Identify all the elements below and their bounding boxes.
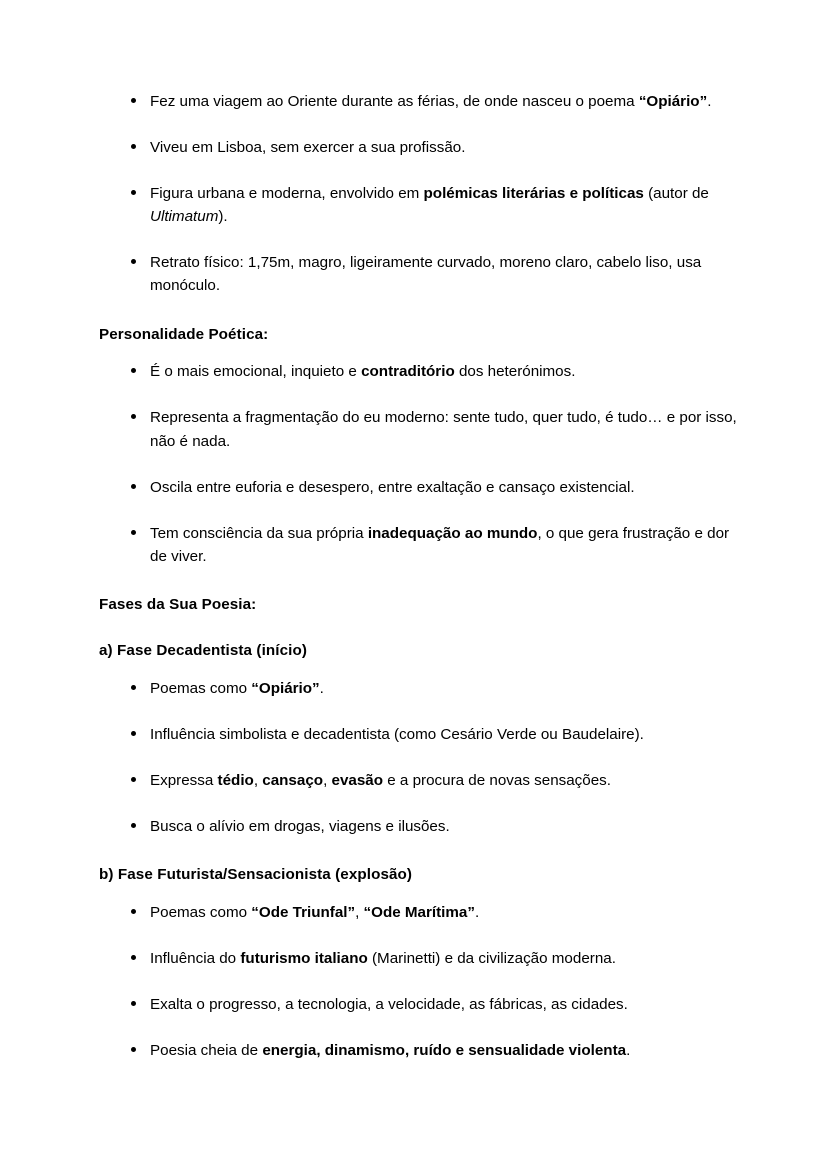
list-item [99,406,739,452]
bullet-icon [131,530,136,535]
list-item [99,677,739,700]
bullet-icon [131,144,136,149]
bullet-list [99,360,739,568]
bullet-icon [131,823,136,828]
section-heading: b) Fase Futurista/Sensacionista (explosão) [99,865,413,883]
list-item-text: Representa a fragmentação do eu moderno: sente tudo, quer tudo, é tudo… e por isso, não é nada. [150,409,737,450]
list-item-text: Oscila entre euforia e desespero, entre exaltação e cansaço existencial. [150,478,635,496]
list-item [99,522,739,568]
list-item [99,815,739,838]
section-heading: a) Fase Decadentista (início) [99,641,307,659]
list-item-text: Poemas como “Opiário”. [150,679,324,697]
section-heading: Personalidade Poética: [99,325,269,343]
bullet-icon [131,1047,136,1052]
list-item [99,769,739,792]
bullet-icon [131,190,136,195]
list-item [99,90,739,113]
list-item-text: Influência do futurismo italiano (Marinetti) e da civilização moderna. [150,949,616,967]
bullet-icon [131,955,136,960]
list-item-text: É o mais emocional, inquieto e contraditório dos heterónimos. [150,363,576,381]
bullet-icon [131,909,136,914]
list-item [99,1039,739,1062]
bullet-list [99,901,739,1062]
list-item [99,476,739,499]
bullet-icon [131,259,136,264]
bullet-icon [131,685,136,690]
list-item-text: Viveu em Lisboa, sem exercer a sua profissão. [150,139,466,157]
list-item [99,723,739,746]
list-item [99,182,739,228]
bullet-icon [131,1001,136,1006]
bullet-icon [131,98,136,103]
bullet-list [99,90,739,298]
document-body [99,90,739,1062]
list-item-text: Expressa tédio, cansaço, evasão e a procura de novas sensações. [150,771,611,789]
list-item [99,360,739,383]
list-item [99,251,739,297]
bullet-icon [131,368,136,373]
list-item-text: Fez uma viagem ao Oriente durante as férias, de onde nasceu o poema “Opiário”. [150,93,712,110]
bullet-icon [131,484,136,489]
bullet-icon [131,777,136,782]
bullet-list [99,677,739,838]
list-item [99,947,739,970]
bullet-icon [131,414,136,419]
section-heading: Fases da Sua Poesia: [99,595,257,613]
list-item-text: Poemas como “Ode Triunfal”, “Ode Marítima”. [150,903,480,921]
list-item-text: Tem consciência da sua própria inadequação ao mundo, o que gera frustração e dor de viver. [150,524,730,565]
list-item [99,136,739,159]
list-item-text: Poesia cheia de energia, dinamismo, ruído e sensualidade violenta. [150,1041,631,1059]
bullet-icon [131,731,136,736]
list-item-text: Busca o alívio em drogas, viagens e ilusões. [150,817,450,835]
list-item [99,901,739,924]
list-item-text: Exalta o progresso, a tecnologia, a velocidade, as fábricas, as cidades. [150,995,628,1013]
list-item-text: Figura urbana e moderna, envolvido em polémicas literárias e políticas (autor de Ultimatum). [150,185,709,226]
list-item-text: Retrato físico: 1,75m, magro, ligeiramente curvado, moreno claro, cabelo liso, usa monóculo. [150,254,702,295]
list-item-text: Influência simbolista e decadentista (como Cesário Verde ou Baudelaire). [150,725,644,743]
list-item [99,993,739,1016]
